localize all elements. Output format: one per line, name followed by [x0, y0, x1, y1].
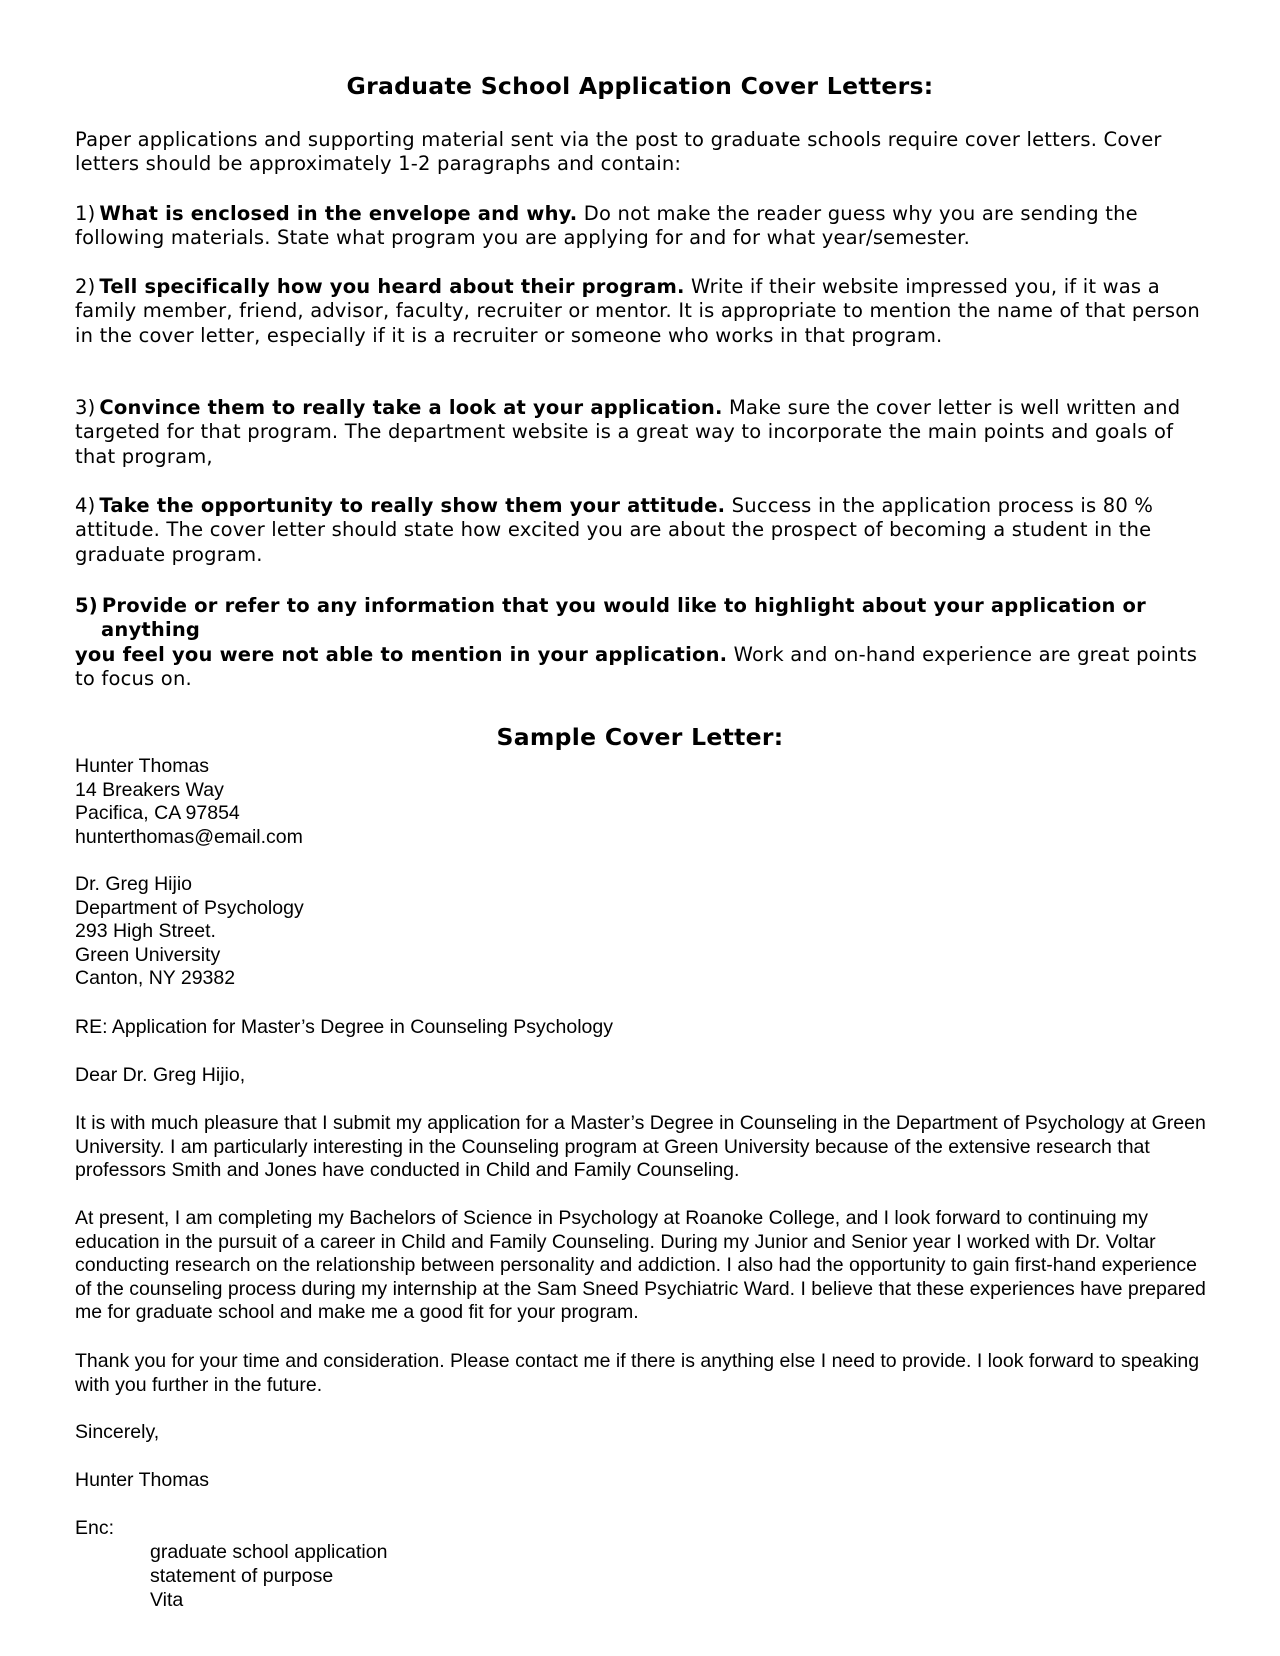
enclosure-item: Vita — [150, 1589, 184, 1611]
guideline-number: 3) — [75, 396, 96, 419]
recipient-university: Green University — [75, 943, 221, 966]
guideline-item-3 — [75, 396, 1205, 469]
sender-address — [75, 755, 1215, 849]
guideline-item-1 — [75, 202, 1205, 251]
re-line: RE: Application for Master’s Degree in Counseling Psychology — [75, 1016, 613, 1038]
signature-name: Hunter Thomas — [75, 1469, 210, 1491]
enclosure-item: statement of purpose — [150, 1565, 334, 1587]
subject-line — [75, 1016, 1215, 1040]
guideline-item-5 — [75, 594, 1205, 691]
recipient-street: 293 High Street. — [75, 920, 216, 943]
signature — [75, 1469, 1215, 1493]
enclosure-label — [75, 1517, 1215, 1541]
closing-text: Sincerely, — [75, 1421, 160, 1443]
enclosure-item: graduate school application — [150, 1541, 388, 1563]
guideline-number: 4) — [75, 494, 96, 517]
closing — [75, 1421, 1215, 1445]
guideline-heading: Tell specifically how you heard about their program. — [99, 275, 685, 298]
paragraph-text: At present, I am completing my Bachelors of Science in Psychology at Roanoke College, and I look forward to continuing my education in the pursuit of a career in Child and Family Counseling. During my Junior and Senior year I worked with Dr. Voltar conducting research on the relationship between personality and addiction. I also had the opportunity to gain first-hand experience of the counseling process during my internship at the Sam Sneed Psychiatric Ward. I believe that these experiences have prepared me for graduate school and make me a good fit for your program. — [75, 1207, 1206, 1324]
letter-paragraph-2 — [75, 1207, 1215, 1325]
guideline-heading: Convince them to really take a look at your application. — [99, 396, 723, 419]
sender-street: 14 Breakers Way — [75, 778, 224, 801]
guideline-body: Write if their website impressed you, if it was a family member, friend, advisor, faculty, recruiter or mentor. It is appropriate to mention the name of that person in the cover letter, especially if it is a recruiter or someone who works in that program. — [75, 275, 1200, 347]
guideline-body: Work and on-hand experience are great points to focus on. — [75, 642, 1198, 690]
sender-city: Pacifica, CA 97854 — [75, 802, 240, 825]
guideline-number: 5) — [75, 594, 98, 617]
recipient-city: Canton, NY 29382 — [75, 967, 236, 990]
guideline-number: 1) — [75, 202, 96, 225]
recipient-address — [75, 873, 1215, 991]
guideline-item-2 — [75, 275, 1205, 348]
letter-paragraph-1 — [75, 1112, 1215, 1183]
page-title: Graduate School Application Cover Letters: — [346, 72, 934, 100]
intro-paragraph — [75, 128, 1205, 177]
salutation — [75, 1064, 1215, 1088]
guideline-body: Make sure the cover letter is well written and targeted for that program. The department website is a great way to incorporate the main points and goals of that program, — [75, 396, 1181, 468]
guideline-body: Do not make the reader guess why you are sending the following materials. State what program you are applying for and for what year/semester. — [75, 202, 1138, 250]
guideline-heading: Provide or refer to any information that you would like to highlight about your application or anything — [101, 594, 1146, 642]
guideline-body: Success in the application process is 80 % attitude. The cover letter should state how excited you are about the prospect of becoming a student in the graduate program. — [75, 494, 1154, 566]
guideline-heading: What is enclosed in the envelope and why. — [99, 202, 578, 225]
letter-paragraph-3 — [75, 1350, 1215, 1397]
paragraph-text: It is with much pleasure that I submit my application for a Master’s Degree in Counseling in the Department of Psychology at Green University. I am particularly interesting in the Counseling program at Green University because of the extensive research that professors Smith and Jones have conducted in Child and Family Counseling. — [75, 1112, 1206, 1182]
salutation-text: Dear Dr. Greg Hijio, — [75, 1064, 246, 1086]
paragraph-text: Thank you for your time and consideration. Please contact me if there is anything else I need to provide. I look forward to speaking with you further in the future. — [75, 1350, 1200, 1396]
sender-name: Hunter Thomas — [75, 755, 210, 777]
sample-letter-title: Sample Cover Letter: — [496, 723, 784, 751]
sender-email: hunterthomas@email.com — [75, 825, 303, 848]
guideline-heading-continued: you feel you were not able to mention in your application. — [75, 642, 728, 666]
enc-label: Enc: — [75, 1517, 115, 1539]
intro-text: Paper applications and supporting material sent via the post to graduate schools require cover letters. Cover letters should be approximately 1-2 paragraphs and contain: — [75, 128, 1162, 176]
recipient-name: Dr. Greg Hijio — [75, 873, 193, 895]
guideline-number: 2) — [75, 275, 96, 298]
recipient-department: Department of Psychology — [75, 896, 304, 919]
guideline-heading: Take the opportunity to really show them your attitude. — [99, 494, 726, 517]
guideline-item-4 — [75, 494, 1205, 567]
